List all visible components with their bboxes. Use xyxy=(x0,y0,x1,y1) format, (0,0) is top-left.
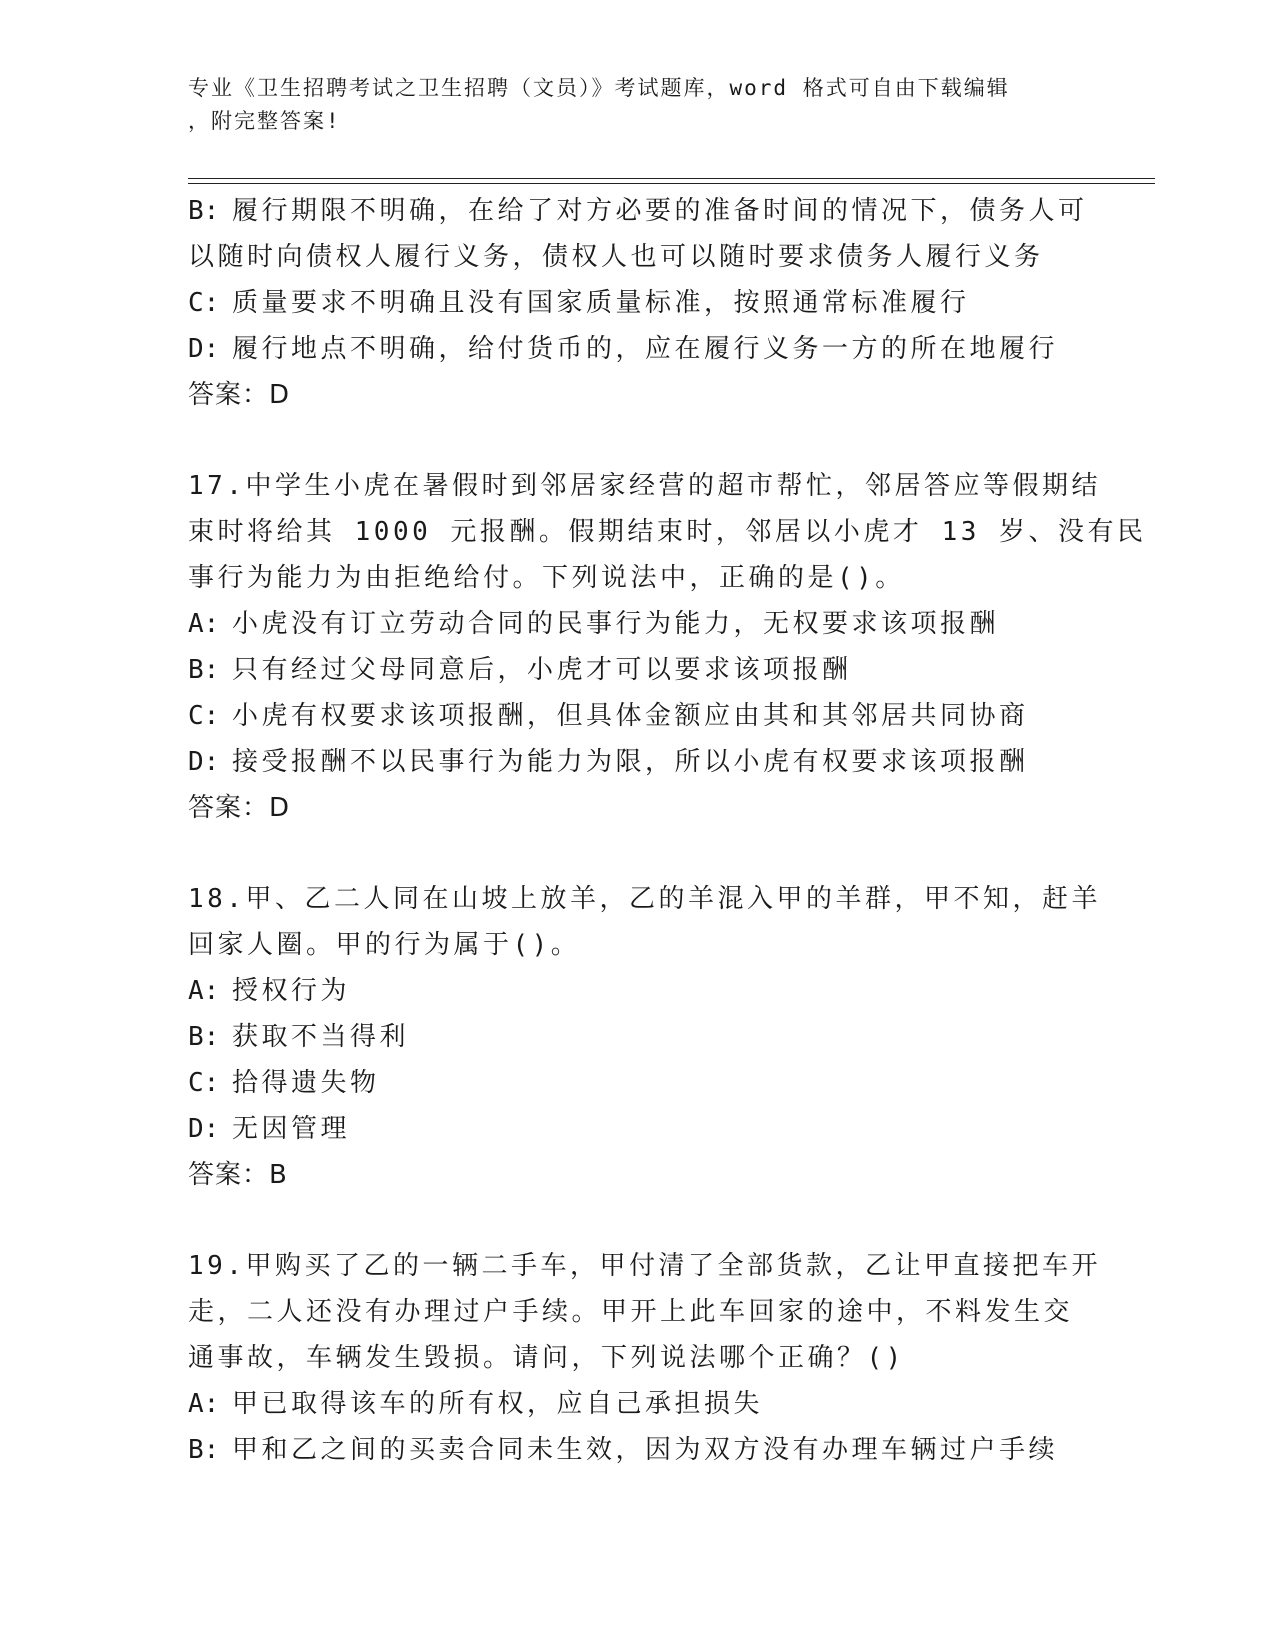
answer-line: 答案：D xyxy=(188,380,291,410)
header-rule-bottom xyxy=(188,183,1155,184)
option-text: 小虎有权要求该项报酬，但具体金额应由其和其邻居共同协商 xyxy=(232,701,1029,731)
question-stem-line: 束时将给其 1000 元报酬。假期结束时，邻居以小虎才 13 岁、没有民 xyxy=(188,517,1147,547)
question-stem-line: 18.甲、乙二人同在山坡上放羊，乙的羊混入甲的羊群，甲不知，赶羊 xyxy=(188,884,1101,914)
option-c xyxy=(188,693,1088,739)
previous-question-options xyxy=(188,188,1088,418)
option-text: 授权行为 xyxy=(232,976,351,1006)
option-text: 甲和乙之间的买卖合同未生效，因为双方没有办理车辆过户手续 xyxy=(232,1435,1059,1465)
question-stem-line: 17.中学生小虎在暑假时到邻居家经营的超市帮忙，邻居答应等假期结 xyxy=(188,471,1101,501)
question-stem-line: 回家人圈。甲的行为属于()。 xyxy=(188,930,581,960)
option-letter: D: xyxy=(188,747,220,777)
option-text: 无因管理 xyxy=(232,1114,351,1144)
option-b-continued: 以随时向债权人履行义务，债权人也可以随时要求债务人履行义务 xyxy=(188,242,1044,272)
option-letter: B: xyxy=(188,655,220,685)
option-text: 履行期限不明确，在给了对方必要的准备时间的情况下，债务人可 xyxy=(232,196,1088,226)
option-text: 甲已取得该车的所有权，应自己承担损失 xyxy=(232,1389,764,1419)
option-a xyxy=(188,1381,1088,1427)
question-18 xyxy=(188,876,1101,1198)
option-d xyxy=(188,326,1088,372)
question-stem-line: 通事故，车辆发生毁损。请问，下列说法哪个正确？() xyxy=(188,1343,905,1373)
option-letter: C: xyxy=(188,701,220,731)
option-b xyxy=(188,1014,1088,1060)
option-letter: D: xyxy=(188,1114,220,1144)
option-a xyxy=(188,968,1088,1014)
question-17 xyxy=(188,463,1147,831)
answer-line: 答案：D xyxy=(188,793,291,823)
option-c xyxy=(188,1060,1088,1106)
option-letter: B: xyxy=(188,1435,220,1465)
option-text: 只有经过父母同意后，小虎才可以要求该项报酬 xyxy=(232,655,852,685)
question-stem-line: 走，二人还没有办理过户手续。甲开上此车回家的途中，不料发生交 xyxy=(188,1297,1074,1327)
option-letter: A: xyxy=(188,609,220,639)
question-content xyxy=(188,188,1147,1473)
option-letter: C: xyxy=(188,288,220,318)
document-header xyxy=(188,72,1068,138)
option-b xyxy=(188,188,1088,234)
answer-line: 答案：B xyxy=(188,1160,288,1190)
question-19 xyxy=(188,1243,1101,1473)
option-d xyxy=(188,1106,1088,1152)
option-b xyxy=(188,1427,1088,1473)
header-line-2: ，附完整答案! xyxy=(188,109,341,133)
option-letter: D: xyxy=(188,334,220,364)
option-a xyxy=(188,601,1088,647)
question-stem-line: 19.甲购买了乙的一辆二手车，甲付清了全部货款，乙让甲直接把车开 xyxy=(188,1251,1101,1281)
option-c xyxy=(188,280,1088,326)
question-stem-line: 事行为能力为由拒绝给付。下列说法中，正确的是()。 xyxy=(188,563,905,593)
option-letter: A: xyxy=(188,976,220,1006)
header-line-1: 专业《卫生招聘考试之卫生招聘（文员）》考试题库，word 格式可自由下载编辑 xyxy=(188,76,1010,100)
option-text: 获取不当得利 xyxy=(232,1022,410,1052)
option-text: 拾得遗失物 xyxy=(232,1068,380,1098)
option-letter: B: xyxy=(188,1022,220,1052)
option-b xyxy=(188,647,1088,693)
option-letter: C: xyxy=(188,1068,220,1098)
option-text: 履行地点不明确，给付货币的，应在履行义务一方的所在地履行 xyxy=(232,334,1059,364)
header-rule-top xyxy=(188,178,1155,179)
option-text: 小虎没有订立劳动合同的民事行为能力，无权要求该项报酬 xyxy=(232,609,1000,639)
option-d xyxy=(188,739,1088,785)
option-letter: B: xyxy=(188,196,220,226)
option-text: 质量要求不明确且没有国家质量标准，按照通常标准履行 xyxy=(232,288,970,318)
option-text: 接受报酬不以民事行为能力为限，所以小虎有权要求该项报酬 xyxy=(232,747,1029,777)
option-letter: A: xyxy=(188,1389,220,1419)
